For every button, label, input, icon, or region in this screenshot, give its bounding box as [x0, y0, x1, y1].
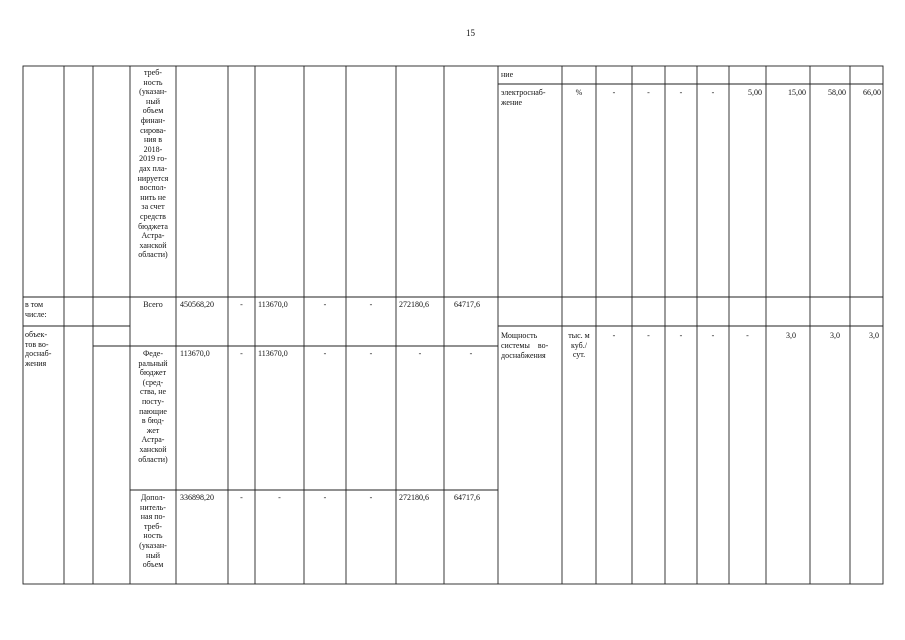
federal-value-5: - — [369, 349, 373, 358]
power-supply-value-2: - — [647, 88, 650, 97]
additional-value-2: - — [240, 493, 243, 502]
capacity-label-line-2: системы во- — [501, 341, 549, 350]
capacity-label-line-3: доснабжения — [501, 351, 546, 360]
additional-value-7: 64717,6 — [454, 493, 480, 502]
power-supply-label: электроснаб- жение — [501, 88, 546, 107]
additional-value-3: - — [278, 493, 281, 502]
power-supply-unit: % — [575, 88, 583, 97]
capacity-value-2: - — [647, 331, 650, 340]
water-supply-objects-label: объек- тов во- доснаб- жения — [25, 330, 52, 368]
row-fragment-label: ние — [501, 70, 514, 79]
capacity-value-4: - — [711, 331, 715, 340]
federal-value-1: 113670,0 — [180, 349, 210, 358]
page-number: 15 — [466, 28, 475, 38]
power-supply-value-7: 58,00 — [828, 88, 846, 97]
federal-value-4: - — [323, 349, 327, 358]
total-value-1: 450568,20 — [180, 300, 214, 309]
power-supply-value-4: - — [711, 88, 715, 97]
federal-value-3: 113670,0 — [258, 349, 288, 358]
power-supply-value-6: 15,00 — [788, 88, 806, 97]
total-label: Всего — [143, 300, 163, 309]
total-value-2: - — [240, 300, 243, 309]
capacity-value-6: 3,0 — [786, 331, 796, 340]
additional-value-5: - — [369, 493, 373, 502]
additional-value-1: 336898,20 — [180, 493, 214, 502]
federal-value-7: - — [469, 349, 473, 358]
total-value-4: - — [323, 300, 327, 309]
additional-value-4: - — [323, 493, 327, 502]
federal-value-6: - — [418, 349, 422, 358]
capacity-value-1: - — [612, 331, 616, 340]
power-supply-value-5: 5,00 — [748, 88, 762, 97]
additional-need-label: Допол- нитель- ная по- треб- ность (указан- ный объем — [139, 493, 167, 570]
capacity-value-7: 3,0 — [830, 331, 840, 340]
including-label: в том числе: — [25, 300, 47, 319]
power-supply-value-1: - — [612, 88, 616, 97]
capacity-value-8: 3,0 — [869, 331, 879, 340]
power-supply-value-3: - — [679, 88, 683, 97]
capacity-value-3: - — [679, 331, 683, 340]
additional-value-6: 272180,6 — [399, 493, 429, 502]
capacity-label-line-1: Мощность — [501, 331, 538, 340]
federal-value-2: - — [240, 349, 243, 358]
total-value-3: 113670,0 — [258, 300, 288, 309]
need-description-cell: треб- ность (указан- ный объем финан- сирова- ния в 2018- 2019 го- дах пла- нируется воспол- нить не за счет средств бюджета Астра- ханской области) — [137, 68, 169, 260]
capacity-unit: тыс. м куб./ сут. — [568, 331, 590, 360]
capacity-value-5: - — [746, 331, 749, 340]
power-supply-value-8: 66,00 — [863, 88, 881, 97]
total-value-7: 64717,6 — [454, 300, 480, 309]
federal-budget-label: Феде- ральный бюджет (сред- ства, не посту- пающие в бюд- жет Астра- ханской области) — [138, 349, 168, 464]
total-value-6: 272180,6 — [399, 300, 429, 309]
total-value-5: - — [369, 300, 373, 309]
